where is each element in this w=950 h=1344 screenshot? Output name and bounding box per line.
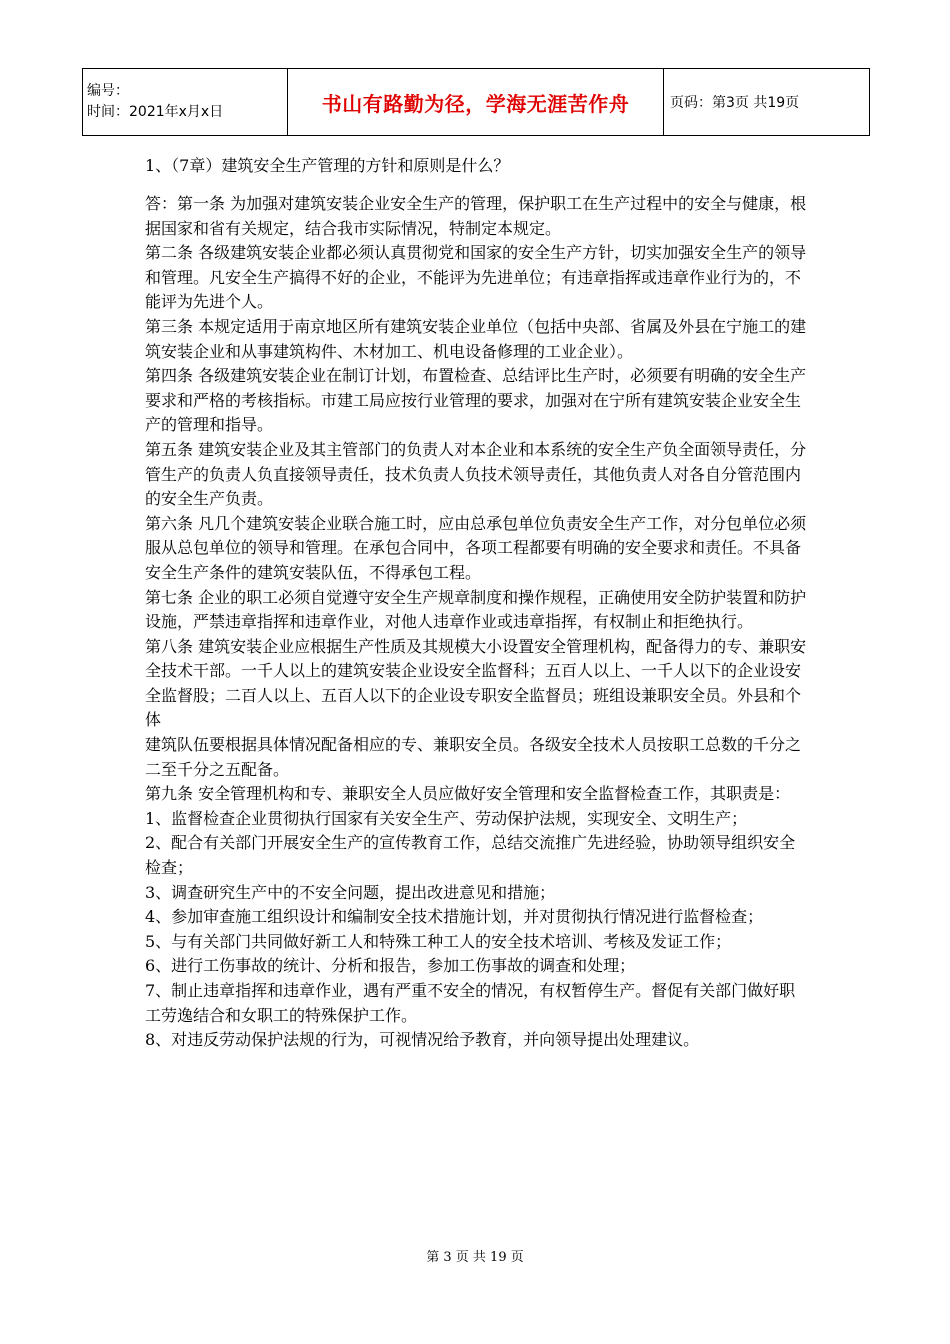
list-item: 4、参加审查施工组织设计和编制安全技术措施计划，并对贯彻执行情况进行监督检查； xyxy=(145,907,764,927)
page-header xyxy=(82,68,870,136)
list-item: 2、配合有关部门开展安全生产的宣传教育工作，总结交流推广先进经验，协助领导组织安全检查； xyxy=(145,833,796,878)
motto-text: 书山有路勤为径，学海无涯苦作舟 xyxy=(321,91,630,116)
header-meta-cell xyxy=(83,69,288,136)
paragraph: 第三条 本规定适用于南京地区所有建筑安装企业单位（包括中央部、省属及外县在宁施工的建筑安装企业和从事建筑构件、木材加工、机电设备修理的工业企业）。 xyxy=(145,316,807,361)
paragraph: 第九条 安全管理机构和专、兼职安全人员应做好安全管理和安全监督检查工作，其职责是： xyxy=(145,784,791,804)
page-info: 页码：第3页 共19页 xyxy=(670,95,800,111)
paragraph: 第八条 建筑安装企业应根据生产性质及其规模大小设置安全管理机构，配备得力的专、兼职安全技术干部。一千人以上的建筑安装企业设安全监督科；五百人以上、一千人以下的企业设安全监督股；二百人以上、五百人以下的企业设专职安全监督员；班组设兼职安全员。外县和个体 xyxy=(145,636,807,730)
document-code: 编号： xyxy=(87,83,129,99)
paragraph: 第二条 各级建筑安装企业都必须认真贯彻党和国家的安全生产方针，切实加强安全生产的领导和管理。凡安全生产搞得不好的企业，不能评为先进单位；有违章指挥或违章作业行为的，不能评为先进个人。 xyxy=(145,243,807,312)
answer-body xyxy=(145,192,810,1053)
paragraph: 第六条 凡几个建筑安装企业联合施工时，应由总承包单位负责安全生产工作，对分包单位必须服从总包单位的领导和管理。在承包合同中，各项工程都要有明确的安全要求和责任。不具备安全生产条件的建筑安装队伍，不得承包工程。 xyxy=(145,513,807,582)
list-item: 7、制止违章指挥和违章作业，遇有严重不安全的情况，有权暂停生产。督促有关部门做好职工劳逸结合和女职工的特殊保护工作。 xyxy=(145,981,796,1025)
document-time: 时间：2021年x月x日 xyxy=(87,104,224,120)
list-item: 3、调查研究生产中的不安全问题，提出改进意见和措施； xyxy=(145,882,556,902)
page-footer: 第 3 页 共 19 页 xyxy=(426,1250,524,1265)
paragraph: 第五条 建筑安装企业及其主管部门的负责人对本企业和本系统的安全生产负全面领导责任，分管生产的负责人负直接领导责任，技术负责人负技术领导责任，其他负责人对各自分管范围内的安全生产负责。 xyxy=(145,439,807,509)
list-item: 5、与有关部门共同做好新工人和特殊工种工人的安全技术培训、考核及发证工作； xyxy=(145,931,732,951)
document-content xyxy=(145,148,810,1053)
paragraph: 第七条 企业的职工必须自觉遵守安全生产规章制度和操作规程，正确使用安全防护装置和防护设施，严禁违章指挥和违章作业，对他人违章作业或违章指挥，有权制止和拒绝执行。 xyxy=(145,587,807,632)
list-item: 8、对违反劳动保护法规的行为，可视情况给予教育，并向领导提出处理建议。 xyxy=(145,1030,700,1050)
header-page-cell xyxy=(664,69,870,136)
paragraph: 答：第一条 为加强对建筑安装企业安全生产的管理，保护职工在生产过程中的安全与健康，根据国家和省有关规定，结合我市实际情况，特制定本规定。 xyxy=(145,194,807,238)
list-item: 1、监督检查企业贯彻执行国家有关安全生产、劳动保护法规，实现安全、文明生产； xyxy=(145,808,748,828)
list-item: 6、进行工伤事故的统计、分析和报告，参加工伤事故的调查和处理； xyxy=(145,956,636,976)
paragraph: 第四条 各级建筑安装企业在制订计划，布置检查、总结评比生产时，必须要有明确的安全生产要求和严格的考核指标。市建工局应按行业管理的要求，加强对在宁所有建筑安装企业安全生产的管理和指导。 xyxy=(145,366,807,435)
question-heading: 1、（7章）建筑安全生产管理的方针和原则是什么？ xyxy=(145,156,510,175)
header-motto-cell xyxy=(288,69,664,136)
paragraph: 建筑队伍要根据具体情况配备相应的专、兼职安全员。各级安全技术人员按职工总数的千分之二至千分之五配备。 xyxy=(145,735,802,779)
